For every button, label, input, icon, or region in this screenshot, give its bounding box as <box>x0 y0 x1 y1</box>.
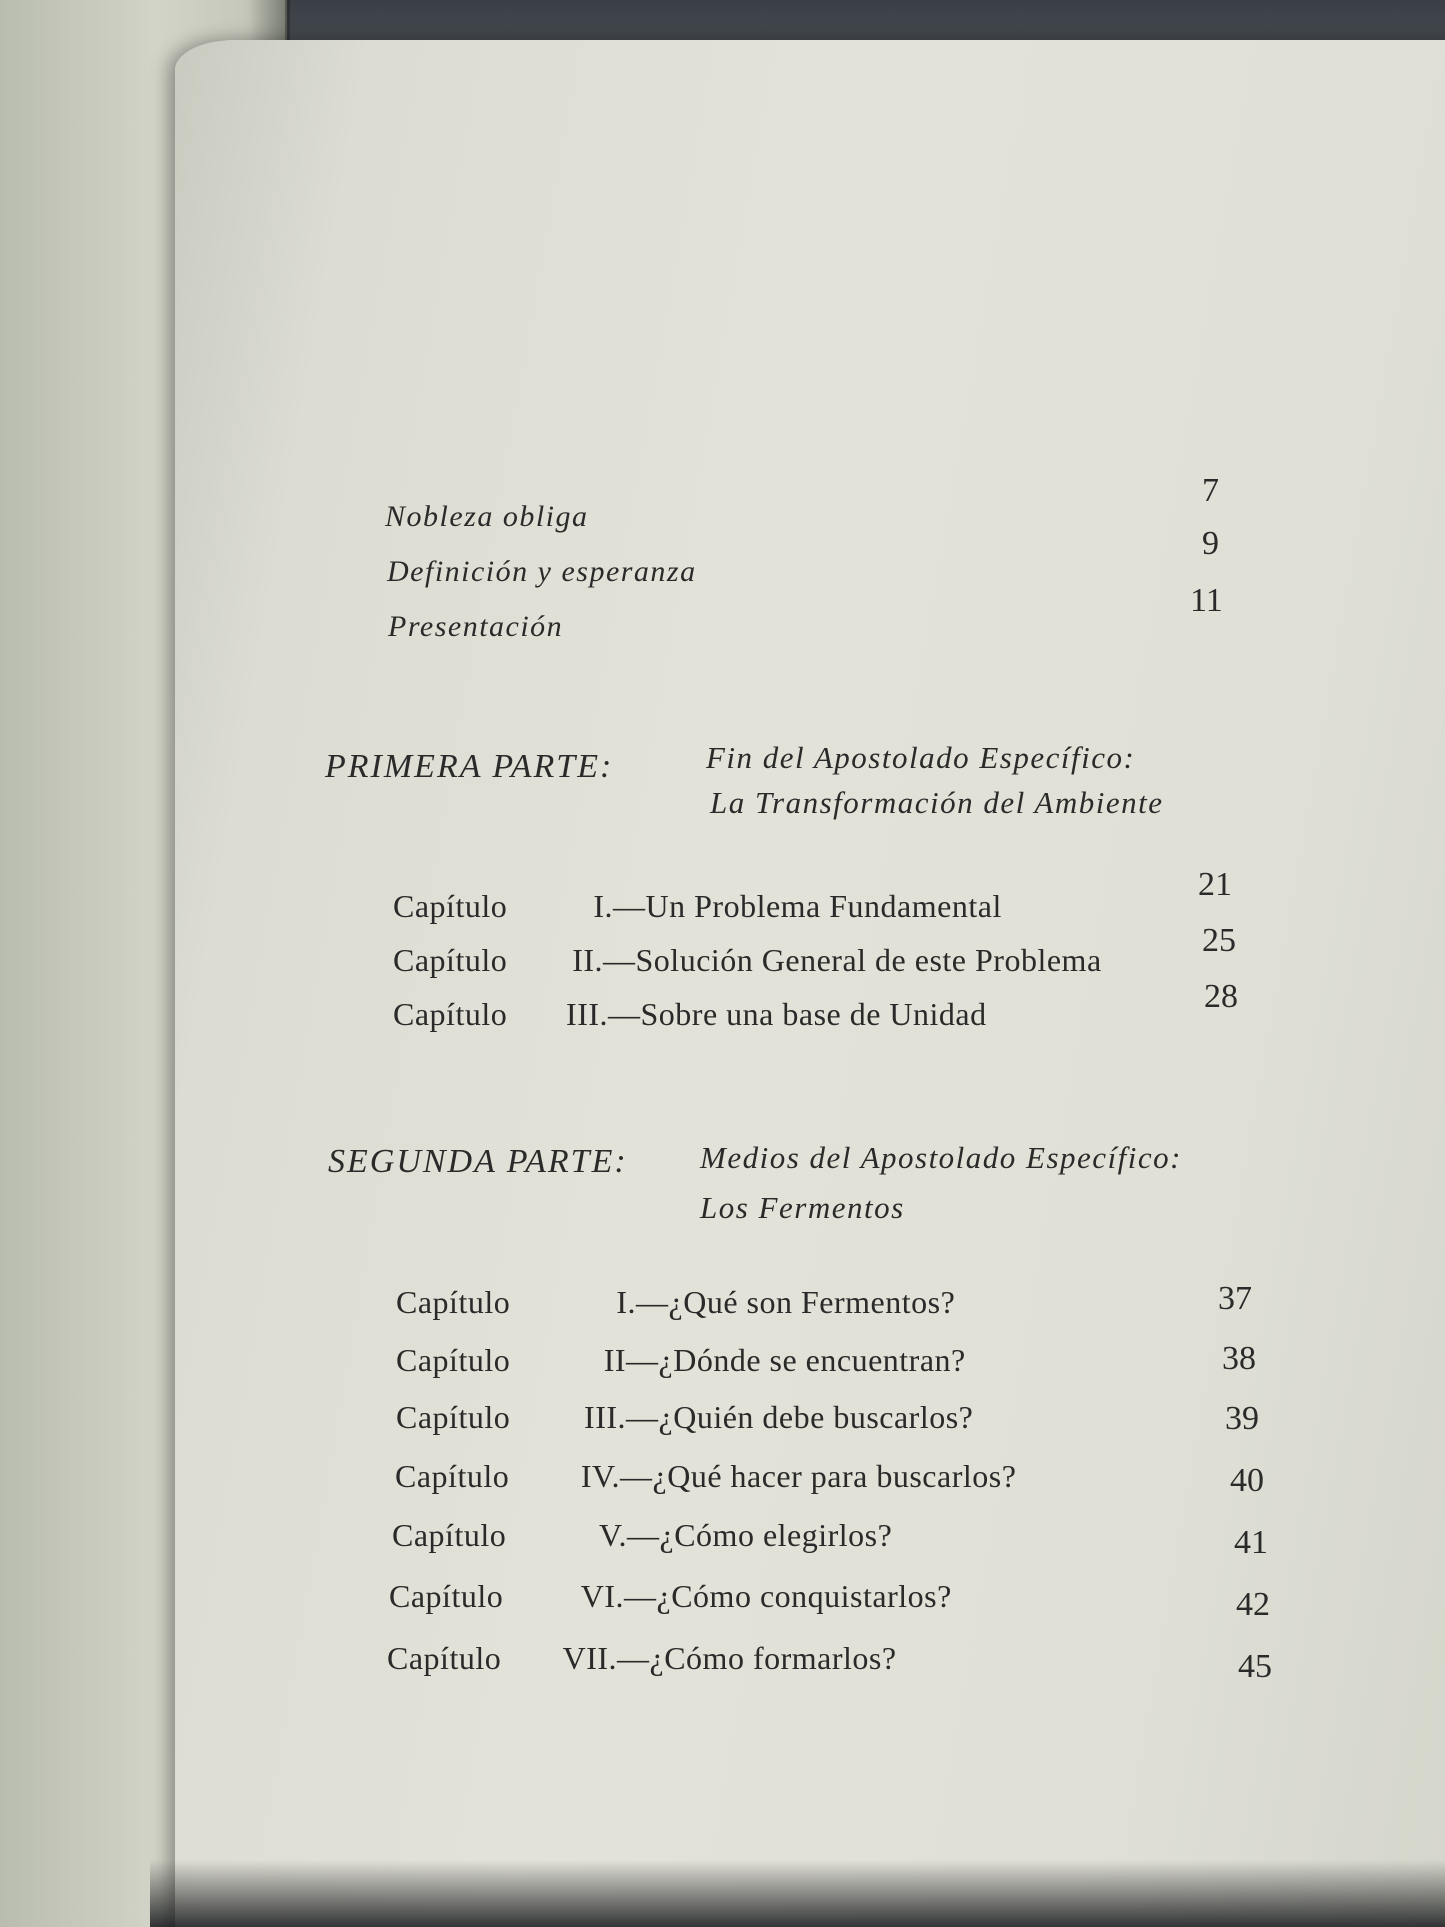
part-label: SEGUNDA PARTE: <box>328 1143 628 1180</box>
toc-entry-page: 7 <box>1202 472 1219 509</box>
chapter-word: Capítulo <box>396 1342 511 1378</box>
toc-entry-title: Presentación <box>388 610 564 643</box>
chapter-title: —¿Cómo formarlos? <box>617 1640 897 1676</box>
chapter-number: II. <box>572 942 603 978</box>
chapter-number: II <box>603 1342 626 1378</box>
chapter-page: 37 <box>1218 1280 1252 1317</box>
chapter-word: Capítulo <box>396 1284 511 1320</box>
chapter-word: Capítulo <box>393 942 508 978</box>
chapter-title: —¿Qué hacer para buscarlos? <box>620 1458 1017 1494</box>
chapter-title: —¿Quién debe buscarlos? <box>626 1399 974 1435</box>
chapter-entry <box>396 1284 955 1321</box>
chapter-title: —¿Dónde se encuentran? <box>626 1342 966 1378</box>
chapter-title: —Solución General de este Problema <box>603 942 1102 978</box>
toc-entry-page: 11 <box>1190 582 1223 619</box>
chapter-word: Capítulo <box>392 1517 507 1553</box>
part-label: PRIMERA PARTE: <box>325 748 614 785</box>
chapter-page: 41 <box>1234 1524 1268 1561</box>
chapter-word: Capítulo <box>393 888 508 924</box>
chapter-number: V. <box>599 1517 627 1553</box>
chapter-page: 42 <box>1236 1586 1270 1623</box>
chapter-page: 38 <box>1222 1340 1256 1377</box>
chapter-word: Capítulo <box>387 1640 502 1676</box>
chapter-entry <box>396 1399 973 1436</box>
part-subtitle: La Transformación del Ambiente <box>710 785 1164 820</box>
chapter-number: III. <box>584 1399 626 1435</box>
chapter-number: I. <box>616 1284 636 1320</box>
chapter-number: VI. <box>580 1578 624 1614</box>
chapter-word: Capítulo <box>393 996 508 1032</box>
chapter-entry <box>393 996 987 1033</box>
chapter-page: 45 <box>1238 1648 1272 1685</box>
chapter-entry <box>396 1342 966 1379</box>
chapter-title: —Sobre una base de Unidad <box>608 996 987 1032</box>
chapter-entry <box>393 942 1102 979</box>
chapter-number: IV. <box>580 1458 620 1494</box>
part-subtitle: Los Fermentos <box>700 1190 905 1225</box>
chapter-page: 39 <box>1225 1400 1259 1437</box>
chapter-word: Capítulo <box>396 1399 511 1435</box>
chapter-entry <box>395 1458 1016 1495</box>
chapter-title: —¿Qué son Fermentos? <box>636 1284 956 1320</box>
chapter-entry <box>392 1517 892 1554</box>
part-title: Medios del Apostolado Específico: <box>700 1140 1182 1175</box>
chapter-page: 25 <box>1202 922 1236 959</box>
chapter-entry <box>393 888 1002 925</box>
chapter-number: VII. <box>562 1640 617 1676</box>
chapter-title: —Un Problema Fundamental <box>613 888 1002 924</box>
toc-entry-page: 9 <box>1202 525 1219 562</box>
chapter-number: III. <box>566 996 608 1032</box>
chapter-word: Capítulo <box>389 1578 504 1614</box>
chapter-number: I. <box>593 888 613 924</box>
chapter-page: 21 <box>1198 866 1232 903</box>
chapter-title: —¿Cómo elegirlos? <box>627 1517 893 1553</box>
chapter-word: Capítulo <box>395 1458 510 1494</box>
chapter-page: 28 <box>1204 978 1238 1015</box>
toc-entry-title: Definición y esperanza <box>387 555 697 588</box>
chapter-entry <box>389 1578 952 1615</box>
chapter-entry <box>387 1640 897 1677</box>
chapter-page: 40 <box>1230 1462 1264 1499</box>
part-title: Fin del Apostolado Específico: <box>706 740 1136 775</box>
toc-entry-title: Nobleza obliga <box>385 500 589 533</box>
chapter-title: —¿Cómo conquistarlos? <box>624 1578 952 1614</box>
